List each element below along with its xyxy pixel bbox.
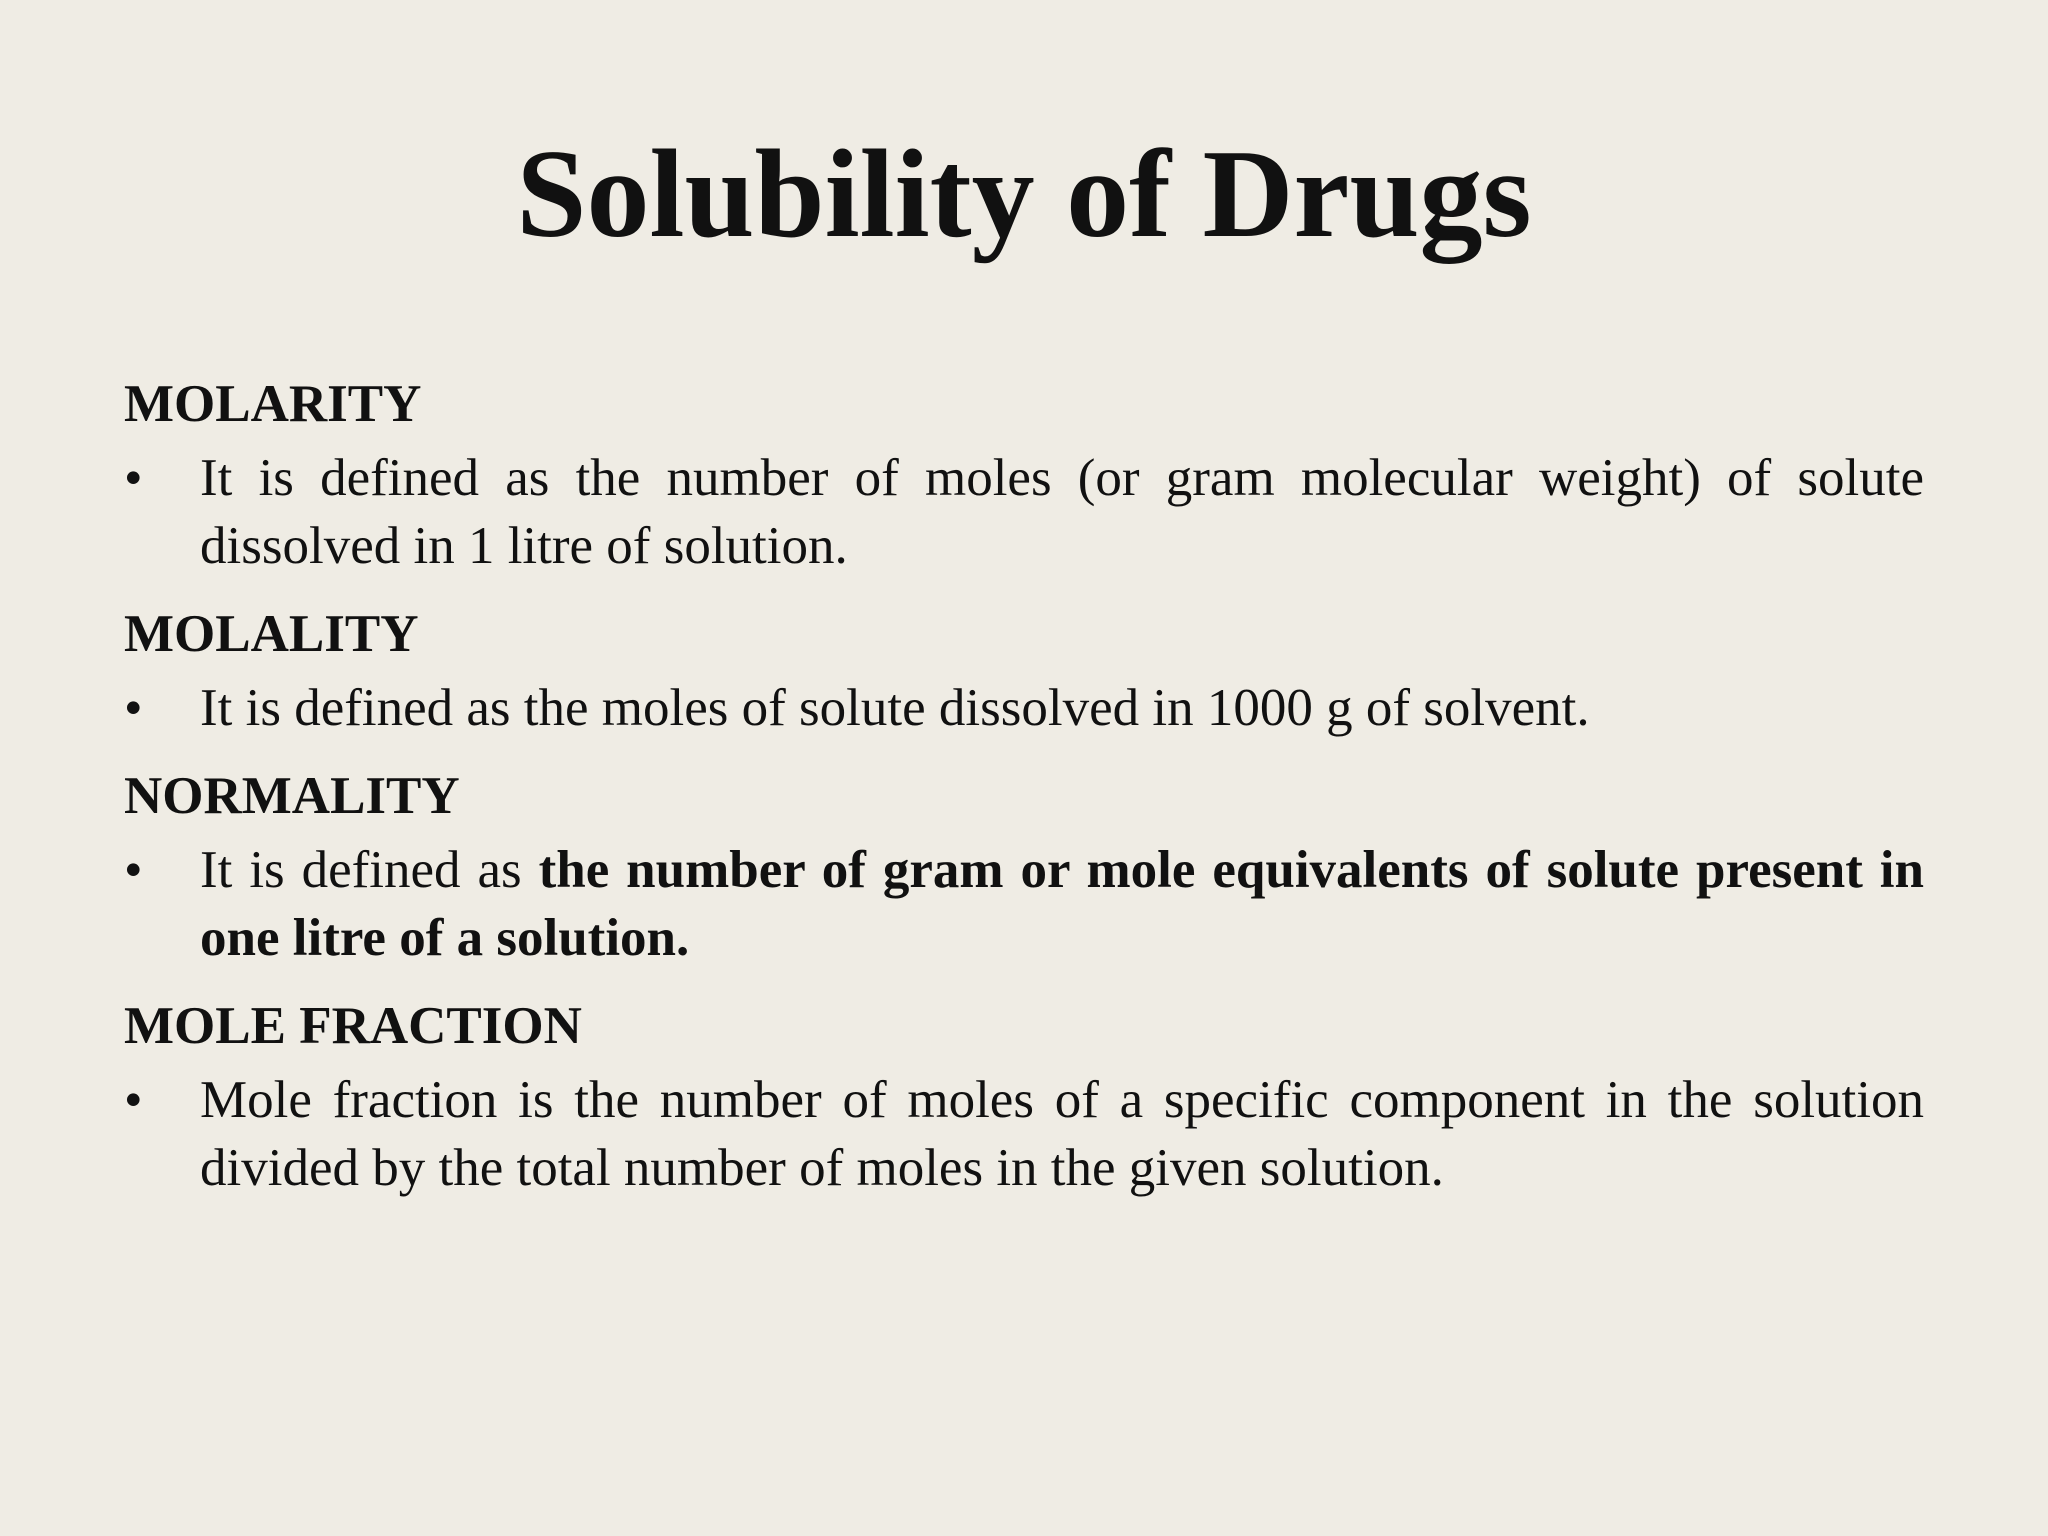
bullet-normality <box>124 836 1924 972</box>
bullet-icon: • <box>124 679 143 737</box>
bullet-mole-fraction <box>124 1066 1924 1202</box>
bullet-text-normality <box>200 836 1924 972</box>
section-heading-molality: MOLALITY <box>124 605 419 663</box>
bullet-text-normality-bold: the number of gram or mole equivalents of solute present in one litre of a solution. <box>200 841 1925 967</box>
bullet-icon: • <box>124 1071 143 1129</box>
slide-content <box>124 368 1924 1220</box>
bullet-text-molarity: It is defined as the number of moles (or gram molecular weight) of solute dissolved in 1 litre of solution. <box>200 449 1924 575</box>
section-heading-mole-fraction: MOLE FRACTION <box>124 997 582 1055</box>
bullet-text-molality: It is defined as the moles of solute dissolved in 1000 g of solvent. <box>200 679 1590 737</box>
section-heading-molarity: MOLARITY <box>124 375 422 433</box>
bullet-text-mole-fraction: Mole fraction is the number of moles of a specific component in the solution divided by the total number of moles in the given solution. <box>200 1071 1924 1197</box>
slide-title: Solubility of Drugs <box>516 125 1532 264</box>
section-heading-normality: NORMALITY <box>124 767 460 825</box>
bullet-icon: • <box>124 449 143 507</box>
bullet-molality <box>124 674 1924 742</box>
bullet-molarity <box>124 444 1924 580</box>
bullet-icon: • <box>124 841 143 899</box>
bullet-text-normality-plain: It is defined as <box>200 841 539 899</box>
